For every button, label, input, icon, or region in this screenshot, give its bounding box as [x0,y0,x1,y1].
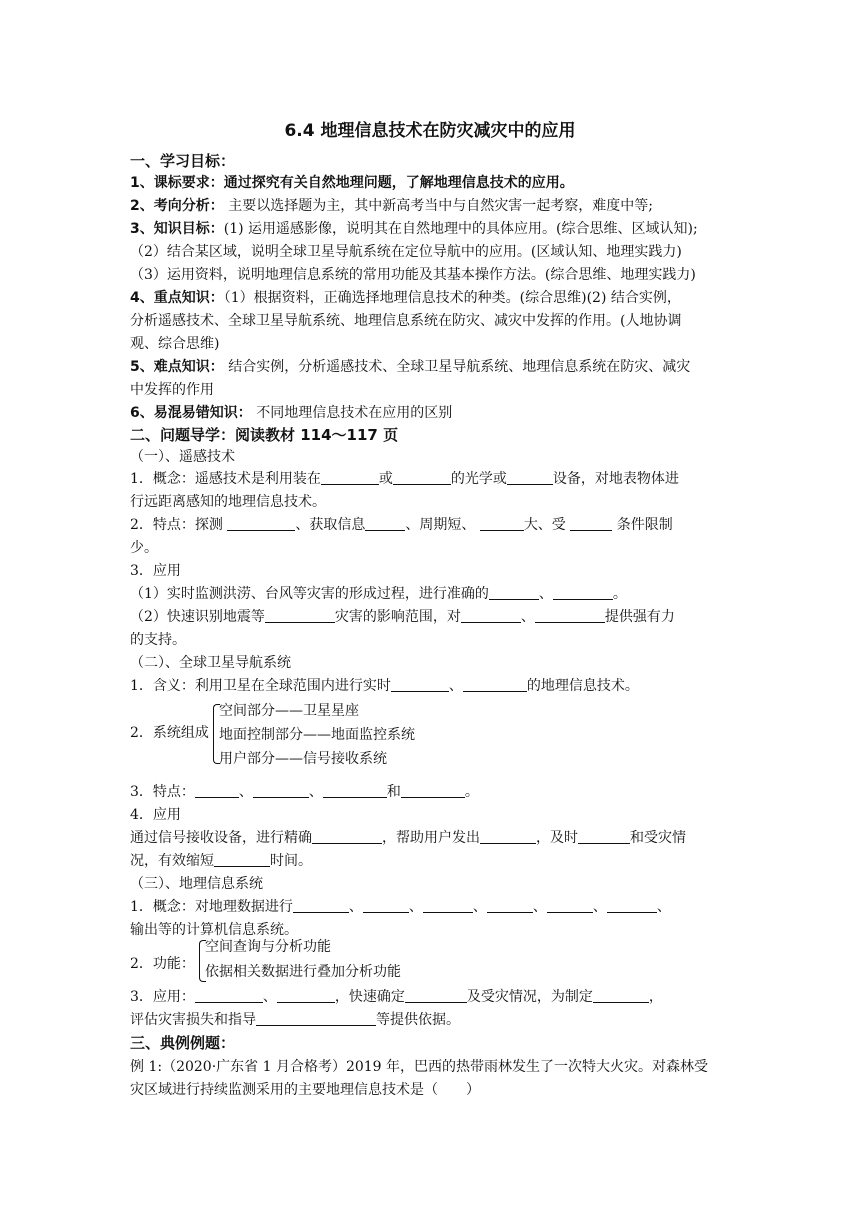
blank [321,470,379,485]
rs-concept-line-1 [130,470,740,488]
text: 主要以选择题为主，其中新高考当中与自然灾害一起考察，难度中等; [223,198,653,214]
knowledge-objective-1 [130,220,740,238]
t: 及受灾情况，为制定 [466,989,593,1005]
t: 、 [238,784,253,800]
blank [480,829,536,844]
blank [393,470,451,485]
t: ，快速确定 [334,989,405,1005]
blank [553,585,613,600]
t: 2．特点：探测 [130,517,228,533]
blank [227,516,295,531]
t: 、 [656,899,671,915]
rs-application-1 [130,585,740,603]
gnss-definition [130,677,740,695]
t: 和 [386,784,401,800]
difficult-knowledge-1 [130,358,740,376]
blank [265,608,335,623]
gnss-user-segment: 用户部分——信号接收系统 [219,751,387,767]
t: 大、受 [523,517,571,533]
blank [401,783,465,798]
gnss-space-segment: 空间部分——卫星星座 [219,703,359,719]
label: 6、易混易错知识： [130,405,252,421]
gis-functions-label: 2．功能： [130,956,195,972]
t: 时间。 [270,853,312,869]
difficult-knowledge-2: 中发挥的作用 [130,382,214,398]
rs-concept-line-2: 行远距离感知的地理信息技术。 [130,494,326,510]
exam-analysis [130,197,740,215]
gnss-features [130,783,740,801]
blank [461,608,521,623]
t: 和受灾情 [630,830,686,846]
t: （2）快速识别地震等 [130,609,265,625]
gnss-application-1 [130,829,740,847]
blank [363,898,409,913]
gis-application-1 [130,988,740,1006]
blank [423,898,473,913]
gis-concept-line-1 [130,898,740,916]
example-1-line-1: 例 1:（2020·广东省 1 月合格考）2019 年，巴西的热带雨林发生了一次特大火灾。对森林受 [130,1059,709,1075]
blank [256,1011,376,1026]
t: 、 [448,678,463,694]
t: 、 [520,609,535,625]
t: 3．应用： [130,989,195,1005]
blank [607,898,657,913]
blank [593,988,649,1003]
t: 、 [592,899,607,915]
t: 、周期短、 [405,517,480,533]
blank [312,829,382,844]
page-title: 6.4 地理信息技术在防灾减灾中的应用 [284,121,576,141]
label: 4、重点知识： [130,290,224,306]
blank [277,988,335,1003]
label: 5、难点知识： [130,359,224,375]
t: 1．含义：利用卫星在全球范围内进行实时 [130,678,391,694]
label: 2、考向分析： [130,198,224,214]
t: ，及时 [536,830,578,846]
gis-function-1: 空间查询与分析功能 [205,939,331,955]
t: 、 [308,784,323,800]
label: 3、知识目标： [130,221,224,237]
t: 条件限制 [612,517,673,533]
text: （1）根据资料，正确选择地理信息技术的种类。(综合思维)(2) 结合实例， [223,290,681,306]
t: 、 [408,899,423,915]
rs-application-3: 的支持。 [130,632,186,648]
t: 的光学或 [450,471,507,487]
knowledge-objective-3: （3）运用资料，说明地理信息系统的常用功能及其基本操作方法。(综合思维、地理实践力) [130,267,696,283]
blank [547,898,593,913]
t: 、 [348,899,363,915]
text: 结合实例，分析遥感技术、全球卫星导航系统、地理信息系统在防灾、减灾 [223,359,691,375]
t: 1．概念：对地理数据进行 [130,899,293,915]
knowledge-objective-2: （2）结合某区域，说明全球卫星导航系统在定位导航中的应用。(区域认知、地理实践力) [130,244,682,260]
key-knowledge-3: 观、综合思维) [130,336,220,352]
t: 、 [532,899,547,915]
t: 、获取信息 [295,517,366,533]
t: 、 [472,899,487,915]
blank [253,783,309,798]
t: 、 [262,989,277,1005]
gis-application-2 [130,1011,740,1029]
blank [487,898,533,913]
blank [195,988,263,1003]
blank [489,585,539,600]
t: ， [648,989,663,1005]
gis-function-2: 依据相关数据进行叠加分析功能 [205,964,401,980]
blank [535,608,605,623]
t: 况，有效缩短 [130,853,214,869]
gnss-control-segment: 地面控制部分——地面监控系统 [219,727,415,743]
t: （1）实时监测洪涝、台风等灾害的形成过程，进行准确的 [130,586,489,602]
t: 3．特点： [130,784,195,800]
rs-features-line-2: 少。 [130,540,158,556]
curriculum-requirement: 1、课标要求：通过探究有关自然地理问题，了解地理信息技术的应用。 [130,175,574,191]
section-heading-guided: 二、问题导学：阅读教材 114～117 页 [130,426,399,444]
rs-application-heading: 3．应用 [130,563,181,579]
blank [405,988,467,1003]
rs-features-line-1 [130,516,740,534]
blank [323,783,387,798]
blank [507,470,553,485]
t: 的地理信息技术。 [526,678,639,694]
section-heading-objectives: 一、学习目标： [130,152,236,170]
section-heading-examples: 三、典例例题： [130,1034,236,1052]
example-1-line-2: 灾区域进行持续监测采用的主要地理信息技术是（ ） [130,1082,480,1098]
t: ，帮助用户发出 [382,830,480,846]
blank [214,852,270,867]
t: 1．概念：遥感技术是利用装在 [130,471,321,487]
t: 提供强有力 [604,609,675,625]
t: 设备，对地表物体进 [552,471,679,487]
key-knowledge-2: 分析遥感技术、全球卫星导航系统、地理信息系统在防灾、减灾中发挥的作用。(人地协调 [130,313,682,329]
t: 评估灾害损失和指导 [130,1012,256,1028]
t: 、 [538,586,553,602]
subheading-gnss: （二）、全球卫星导航系统 [130,655,291,671]
blank [293,898,349,913]
t: 灾害的影响范围，对 [334,609,461,625]
blank [578,829,630,844]
t: 。 [612,586,627,602]
gnss-composition-label: 2．系统组成 [130,725,209,741]
text: (1) 运用遥感影像，说明其在自然地理中的具体应用。(综合思维、区域认知); [223,221,698,237]
blank [391,677,449,692]
confusing-knowledge [130,404,740,422]
key-knowledge-1 [130,289,740,307]
text: 不同地理信息技术在应用的区别 [251,405,453,421]
t: 等提供依据。 [376,1012,460,1028]
blank [480,516,524,531]
subheading-remote-sensing: （一）、遥感技术 [130,449,235,465]
blank [195,783,239,798]
t: 通过信号接收设备，进行精确 [130,830,312,846]
blank [365,516,405,531]
gnss-application-heading: 4．应用 [130,807,181,823]
gis-concept-line-2: 输出等的计算机信息系统。 [130,922,298,938]
t: 。 [464,784,479,800]
blank [570,516,612,531]
gnss-application-2 [130,852,740,870]
blank [463,677,527,692]
rs-application-2 [130,608,740,626]
subheading-gis: （三）、地理信息系统 [130,876,263,892]
t: 或 [378,471,393,487]
